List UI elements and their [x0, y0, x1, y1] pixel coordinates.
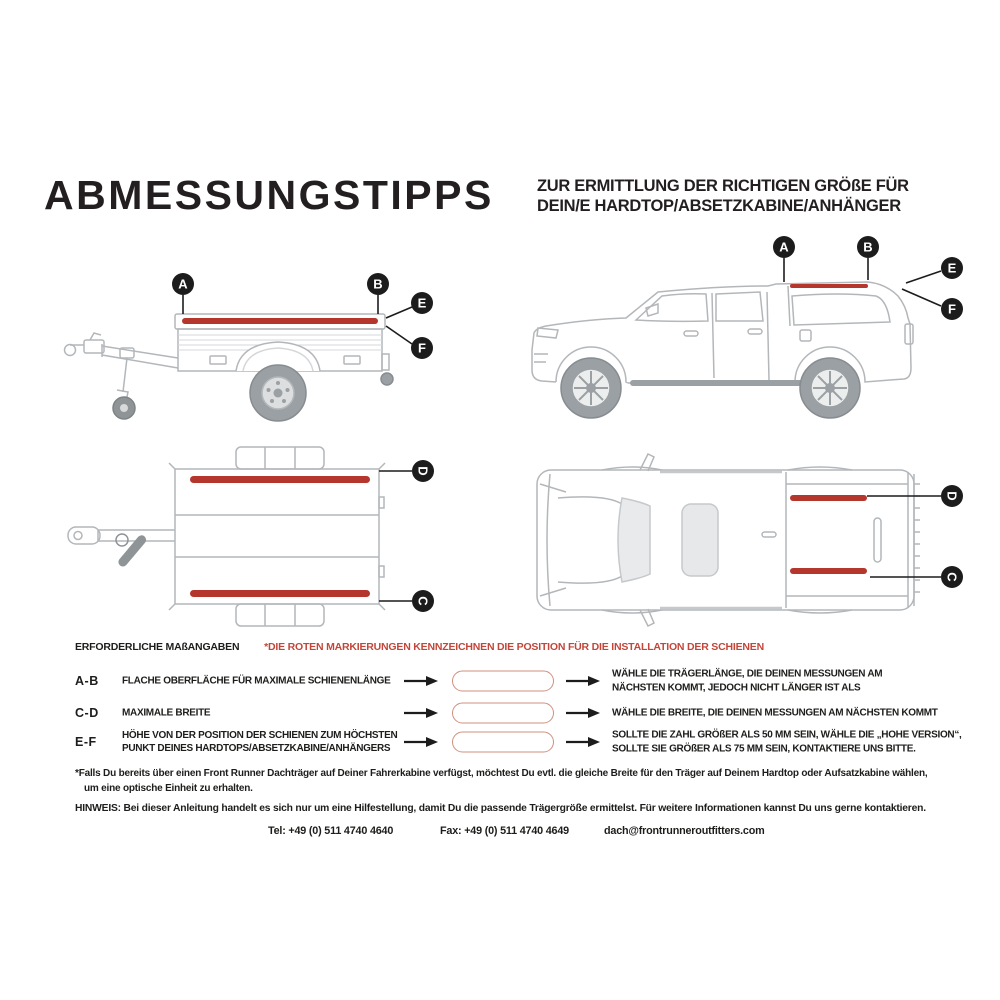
row-result: [612, 668, 882, 695]
svg-text:C: C: [944, 572, 960, 582]
svg-text:B: B: [373, 276, 383, 292]
page-subtitle: [537, 177, 909, 216]
asterisk-footnote-line2: um eine optische Einheit zu erhalten.: [84, 783, 253, 794]
row-id: E-F: [75, 735, 97, 749]
arrow-right-icon: [404, 707, 438, 719]
svg-text:E: E: [417, 295, 427, 311]
arrow-right-icon: [566, 707, 600, 719]
asterisk-footnote-line1: *Falls Du bereits über einen Front Runner Dachträger auf Deiner Fahrerkabine verfügst, möchtest Du evtl. die gleiche Breite für den Träger auf Deinem Hardtop oder Aufsatzkabine wählen,: [75, 768, 928, 779]
row-description: [122, 707, 210, 720]
trailer-wheel: [250, 365, 306, 421]
marker-d: [941, 485, 963, 507]
marker-c: [412, 590, 434, 612]
row-description-line1: FLACHE OBERFLÄCHE FÜR MAXIMALE SCHIENENLÄNGE: [122, 675, 391, 687]
trailer-side-view-diagram: [60, 260, 460, 440]
svg-text:F: F: [418, 340, 426, 356]
measurements-heading-row: [75, 641, 764, 653]
asterisk-footnote: [75, 766, 927, 796]
arrow-right-icon: [566, 736, 600, 748]
hinweis-note: HINWEIS: Bei dieser Anleitung handelt es sich nur um eine Hilfestellung, damit Du die passende Trägergröße ermittelst. Für weitere Informationen kannst Du uns gerne kontaktieren.: [75, 803, 926, 814]
arrow-right-icon: [566, 675, 600, 687]
row-result-line1: WÄHLE DIE BREITE, DIE DEINEN MESSUNGEN AM NÄCHSTEN KOMMT: [612, 707, 938, 719]
row-result: [612, 729, 962, 756]
marker-b: [367, 273, 389, 295]
row-description: [122, 729, 397, 755]
svg-text:C: C: [415, 596, 431, 606]
svg-text:F: F: [948, 301, 956, 317]
row-description-line2: PUNKT DEINES HARDTOPS/ABSETZKABINE/ANHÄNGERS: [122, 743, 391, 754]
measurement-row-ab: [0, 667, 1000, 695]
contact-email[interactable]: dach@frontrunneroutfitters.com: [604, 825, 765, 837]
truck-top-linework: [537, 454, 920, 626]
marker-c: [941, 566, 963, 588]
rail-position-marker-bottom: [790, 568, 867, 574]
measurement-value-field: [452, 671, 554, 692]
leader-lines: [867, 496, 941, 577]
marker-e: [941, 257, 963, 279]
page-subtitle-line2: DEIN/E HARDTOP/ABSETZKABINE/ANHÄNGER: [537, 196, 901, 215]
svg-text:B: B: [863, 239, 873, 255]
jockey-wheel: [113, 397, 135, 419]
rail-position-marker-bottom: [190, 590, 370, 597]
row-result-line2: NÄCHSTEN KOMMT, JEDOCH NICHT LÄNGER IST ALS: [612, 682, 861, 693]
truck-front-wheel: [561, 358, 621, 418]
measurement-value-field: [452, 703, 554, 724]
handbrake-lever: [117, 533, 148, 568]
trailer-top-linework: [68, 447, 385, 626]
leader-lines: [379, 471, 412, 601]
marker-a: [172, 273, 194, 295]
contact-tel: Tel: +49 (0) 511 4740 4640: [268, 825, 394, 837]
svg-text:D: D: [415, 466, 431, 476]
rail-position-marker-top: [190, 476, 370, 483]
red-markings-note: *DIE ROTEN MARKIERUNGEN KENNZEICHNEN DIE POSITION FÜR DIE INSTALLATION DER SCHIENEN: [264, 641, 764, 653]
windshield: [618, 498, 650, 582]
truck-rear-wheel: [800, 358, 860, 418]
trailer-top-view-diagram: [60, 440, 460, 640]
row-result-line1: WÄHLE DIE TRÄGERLÄNGE, DIE DEINEN MESSUNGEN AM: [612, 668, 883, 680]
row-result-line1: SOLLTE DIE ZAHL GRÖßER ALS 50 MM SEIN, WÄHLE DIE „HOHE VERSION“,: [612, 729, 962, 741]
contact-fax: Fax: +49 (0) 511 4740 4649: [440, 825, 569, 837]
svg-text:E: E: [947, 260, 957, 276]
page-title: ABMESSUNGSTIPPS: [44, 172, 494, 218]
rear-roller: [381, 373, 393, 385]
marker-b: [857, 236, 879, 258]
trailer-side-linework: [65, 314, 390, 402]
arrow-right-icon: [404, 736, 438, 748]
svg-text:A: A: [178, 276, 188, 292]
marker-f: [411, 337, 433, 359]
marker-a: [773, 236, 795, 258]
sunroof: [682, 504, 718, 576]
row-result-line2: SOLLTE SIE GRÖßER ALS 75 MM SEIN, KONTAKTIERE UNS BITTE.: [612, 743, 916, 754]
measurement-value-field: [452, 732, 554, 753]
row-id: C-D: [75, 706, 99, 720]
rail-position-marker: [182, 318, 378, 324]
marker-e: [411, 292, 433, 314]
row-result: [612, 706, 938, 720]
measurement-row-cd: [0, 699, 1000, 727]
marker-d: [412, 460, 434, 482]
row-id: A-B: [75, 674, 99, 688]
measurements-heading: ERFORDERLICHE MAßANGABEN: [75, 641, 240, 653]
row-description-line1: MAXIMALE BREITE: [122, 707, 211, 719]
svg-text:D: D: [944, 491, 960, 501]
truck-side-view-diagram: [510, 230, 970, 430]
page-subtitle-line1: ZUR ERMITTLUNG DER RICHTIGEN GRÖßE FÜR: [537, 177, 909, 195]
marker-f: [941, 298, 963, 320]
svg-text:A: A: [779, 239, 789, 255]
row-description-line1: HÖHE VON DER POSITION DER SCHIENEN ZUM HÖCHSTEN: [122, 730, 398, 741]
arrow-right-icon: [404, 675, 438, 687]
measurement-row-ef: [0, 726, 1000, 758]
rail-position-marker-top: [790, 495, 867, 501]
row-description: [122, 675, 390, 688]
rail-position-marker: [790, 284, 868, 288]
truck-top-view-diagram: [510, 440, 970, 640]
